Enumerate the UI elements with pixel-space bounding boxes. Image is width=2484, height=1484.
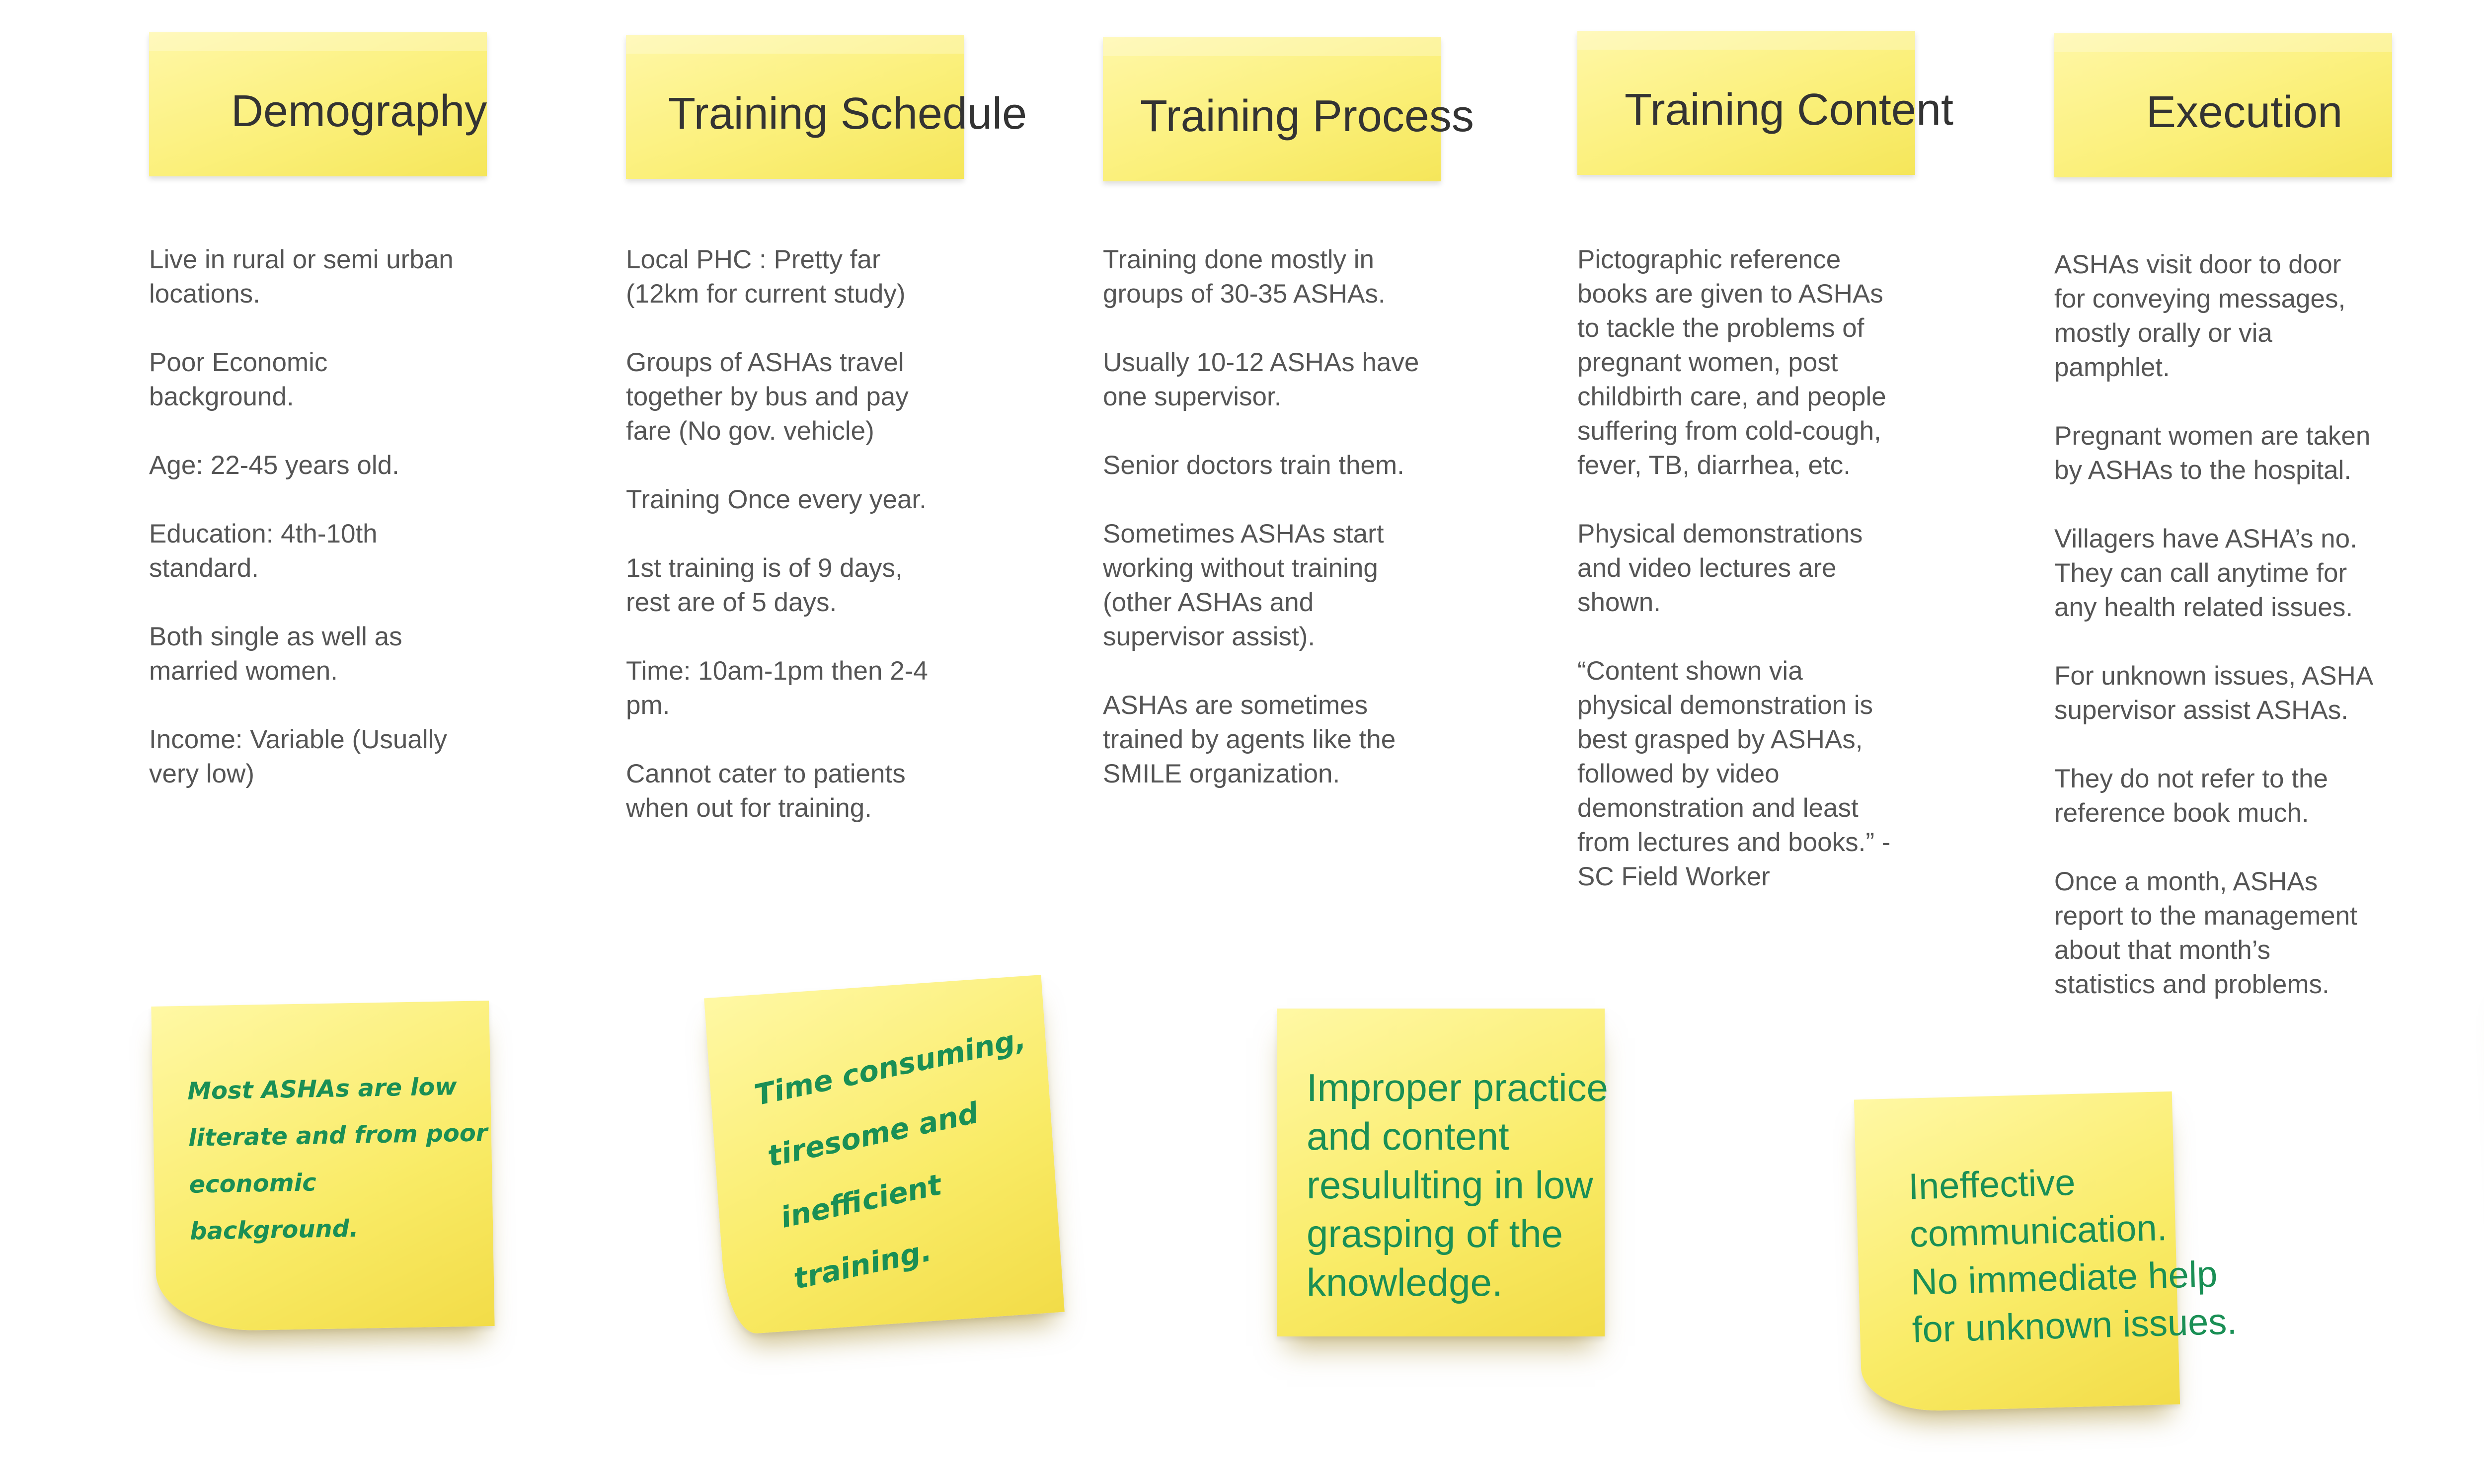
note: Usually 10-12 ASHAs have one supervisor. [1103,348,1419,411]
insight-line: Improper practice [1307,1066,1608,1109]
note: Sometimes ASHAs start working without training (other ASHAs and supervisor assist). [1103,519,1384,651]
note: Pregnant women are taken by ASHAs to the hospital. [2054,421,2371,485]
note: Senior doctors train them. [1103,451,1404,480]
insight-line: knowledge. [1307,1260,1503,1304]
header-note [149,32,487,176]
note: ASHAs are sometimes trained by agents like the SMILE organization. [1103,691,1396,788]
insight-sticky-training-schedule [704,975,1065,1335]
insight-line: Ineffective [1908,1161,2076,1207]
note: Time: 10am-1pm then 2-4 pm. [626,656,928,720]
column-title: Training Schedule [668,89,1027,139]
insight-sticky-training-process [1277,1009,1608,1336]
note: Physical demonstrations and video lectures are shown. [1577,519,1863,617]
column-title: Demography [231,86,487,136]
insight-line: Most ASHAs are low [187,1073,458,1105]
note: Age: 22-45 years old. [149,451,399,480]
notes-list [1103,242,1426,825]
insight-line: No immediate help [1910,1253,2218,1303]
insight-sticky-training-content [1854,1092,2238,1413]
insight-line: Time consuming, [751,1021,1029,1112]
note: Groups of ASHAs travel together by bus and pay fare (No gov. vehicle) [626,348,909,446]
note: Poor Economic background. [149,348,328,411]
insight-line: economic background. [189,1169,359,1246]
header-note [626,35,1027,179]
insight-line: grasping of the [1307,1212,1563,1255]
insight-line: communication. [1909,1207,2168,1255]
note: Education: 4th-10th standard. [149,519,378,583]
note: Once a month, ASHAs report to the management about that month’s statistics and problems. [2054,867,2357,999]
note: Live in rural or semi urban locations. [149,245,454,309]
column-title: Training Content [1625,85,1954,135]
note: Training Once every year. [626,485,927,514]
note: They do not refer to the reference book much. [2054,764,2328,828]
note: Local PHC : Pretty far (12km for current study) [626,245,906,309]
notes-list [2054,247,2377,1036]
insight-line: tiresome and [764,1095,982,1173]
insight-line: and content [1307,1114,1509,1158]
header-note [1577,31,1954,175]
notes-list [626,242,949,859]
column-title: Execution [2146,87,2343,137]
insight-line: resululting in low [1307,1163,1593,1207]
note: For unknown issues, ASHA supervisor assist ASHAs. [2054,661,2372,725]
note: Training done mostly in groups of 30-35 ASHAs. [1103,245,1386,309]
notes-list [1577,242,1900,928]
note: Cannot cater to patients when out for training. [626,759,906,823]
header-note [1103,37,1474,181]
note: Villagers have ASHA’s no. They can call anytime for any health related issues. [2054,524,2357,622]
note: Both single as well as married women. [149,622,402,686]
column-title: Training Process [1140,91,1474,141]
insight-sticky-demography [151,1001,494,1332]
note: Income: Variable (Usually very low) [149,725,447,788]
note: ASHAs visit door to door for conveying messages, mostly orally or via pamphlet. [2054,250,2346,382]
header-note [2054,33,2392,177]
insight-line: training. [790,1234,934,1296]
note: “Content shown via physical demonstration is best grasped by ASHAs, followed by video demonstration and least from lectures and books.” - SC Field Worker [1577,656,1891,891]
notes-list [149,242,472,825]
note: Pictographic reference books are given to ASHAs to tackle the problems of pregnant women, post childbirth care, and people suffering from cold-cough, fever, TB, diarrhea, etc. [1577,245,1886,480]
insight-line: for unknown issues. [1911,1300,2238,1350]
insight-line: inefficient [777,1168,945,1235]
insight-line: literate and from poor [188,1119,488,1152]
note: 1st training is of 9 days, rest are of 5 days. [626,553,903,617]
